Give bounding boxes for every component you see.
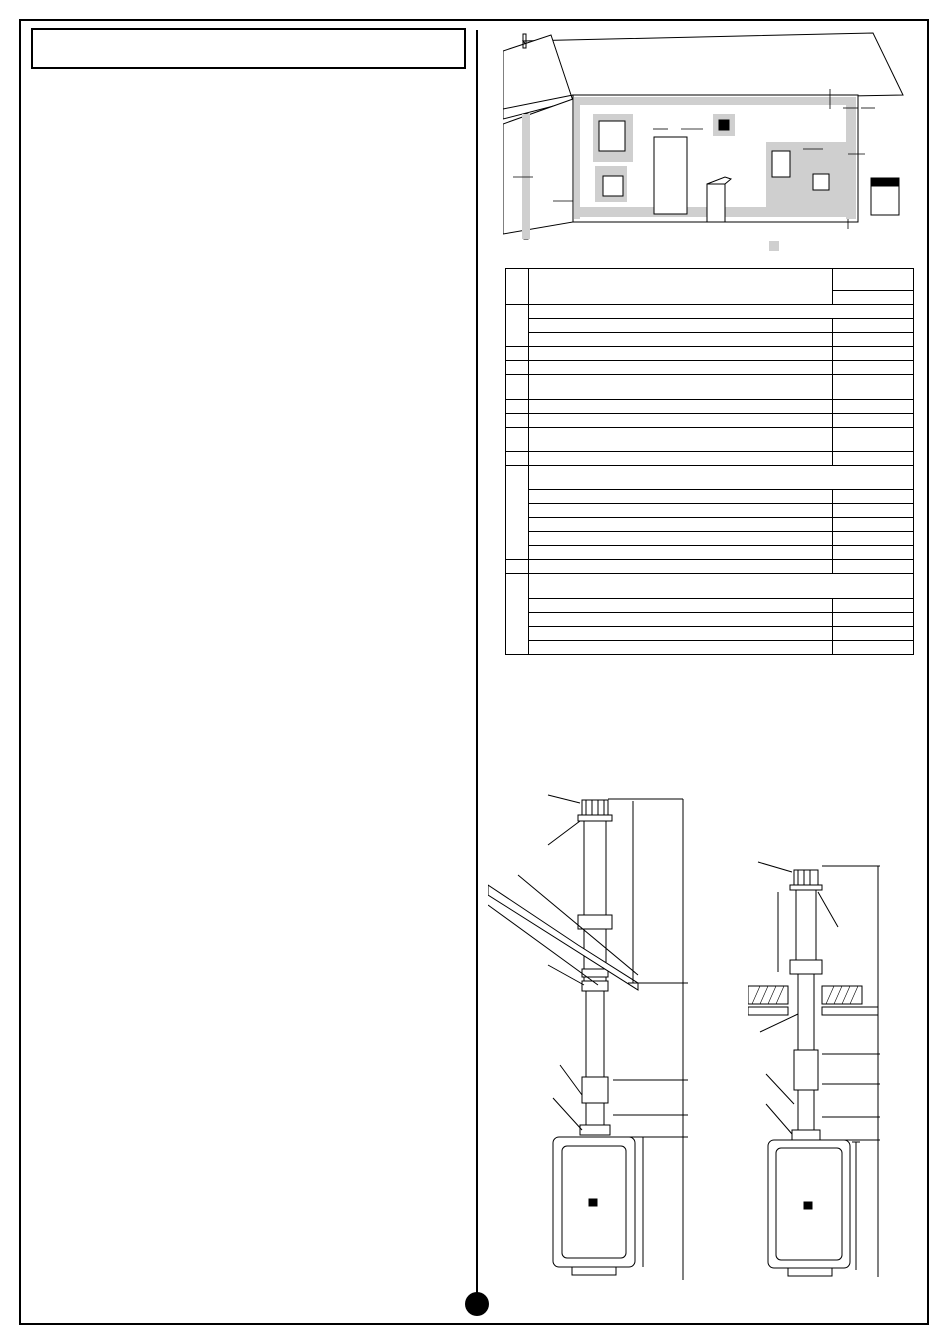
table-description-cell bbox=[529, 560, 833, 574]
table-description-cell bbox=[529, 347, 833, 361]
table-key-cell bbox=[506, 574, 529, 655]
table-row bbox=[506, 305, 914, 319]
table-description-cell bbox=[529, 465, 914, 489]
table-row bbox=[506, 598, 914, 612]
table-key-cell bbox=[506, 361, 529, 375]
table-value-cell bbox=[833, 347, 914, 361]
table-description-cell bbox=[529, 574, 914, 598]
table-key-cell bbox=[506, 465, 529, 559]
table-value-cell bbox=[833, 319, 914, 333]
table-value-cell bbox=[833, 598, 914, 612]
table-description-cell bbox=[529, 490, 833, 504]
table-row bbox=[506, 574, 914, 598]
house-clearance-diagram bbox=[503, 29, 913, 259]
table-value-cell bbox=[833, 626, 914, 640]
table-key-cell bbox=[506, 305, 529, 347]
table-row bbox=[506, 532, 914, 546]
table-value-cell bbox=[833, 333, 914, 347]
table-description-cell bbox=[529, 598, 833, 612]
table-row bbox=[506, 413, 914, 427]
table-description-cell bbox=[529, 612, 833, 626]
table-description-cell bbox=[529, 333, 833, 347]
table-row bbox=[506, 640, 914, 654]
table-row bbox=[506, 347, 914, 361]
table-row bbox=[506, 490, 914, 504]
section-title-box bbox=[31, 28, 466, 69]
table-row bbox=[506, 375, 914, 399]
table-value-cell bbox=[833, 490, 914, 504]
table-key-cell bbox=[506, 347, 529, 361]
table-description-cell bbox=[529, 399, 833, 413]
table-row bbox=[506, 504, 914, 518]
clearance-table bbox=[505, 268, 914, 655]
table-row bbox=[506, 269, 914, 291]
table-value-cell bbox=[833, 427, 914, 451]
table-row bbox=[506, 399, 914, 413]
table-value-cell bbox=[833, 560, 914, 574]
table-value-cell bbox=[833, 399, 914, 413]
table-value-cell bbox=[833, 504, 914, 518]
table-key-cell bbox=[506, 451, 529, 465]
table-description-cell bbox=[529, 375, 833, 399]
table-row bbox=[506, 518, 914, 532]
table-value-cell bbox=[833, 413, 914, 427]
table-description-cell bbox=[529, 361, 833, 375]
flat-roof-flue-diagram bbox=[748, 852, 888, 1282]
table-value-cell bbox=[833, 291, 914, 305]
pitched-roof-flue-diagram bbox=[488, 785, 698, 1290]
table-value-cell bbox=[833, 532, 914, 546]
page-marker-dot bbox=[465, 1292, 489, 1316]
table-row bbox=[506, 319, 914, 333]
table-key-cell bbox=[506, 427, 529, 451]
table-value-cell bbox=[833, 269, 914, 291]
table-row bbox=[506, 560, 914, 574]
table-key-cell bbox=[506, 560, 529, 574]
table-description-cell bbox=[529, 269, 833, 305]
table-value-cell bbox=[833, 612, 914, 626]
table-description-cell bbox=[529, 518, 833, 532]
table-description-cell bbox=[529, 504, 833, 518]
table-description-cell bbox=[529, 640, 833, 654]
table-row bbox=[506, 465, 914, 489]
table-key-cell bbox=[506, 269, 529, 305]
table-value-cell bbox=[833, 640, 914, 654]
table-row bbox=[506, 612, 914, 626]
table-description-cell bbox=[529, 413, 833, 427]
table-row bbox=[506, 427, 914, 451]
table-description-cell bbox=[529, 427, 833, 451]
table-description-cell bbox=[529, 626, 833, 640]
table-description-cell bbox=[529, 532, 833, 546]
clearance-table-wrap bbox=[505, 268, 914, 655]
table-description-cell bbox=[529, 451, 833, 465]
table-value-cell bbox=[833, 546, 914, 560]
table-key-cell bbox=[506, 413, 529, 427]
table-row bbox=[506, 361, 914, 375]
table-key-cell bbox=[506, 375, 529, 399]
table-value-cell bbox=[833, 451, 914, 465]
table-description-cell bbox=[529, 319, 833, 333]
table-description-cell bbox=[529, 546, 833, 560]
table-value-cell bbox=[833, 375, 914, 399]
table-description-cell bbox=[529, 305, 914, 319]
table-row bbox=[506, 451, 914, 465]
table-value-cell bbox=[833, 518, 914, 532]
table-row bbox=[506, 546, 914, 560]
table-row bbox=[506, 626, 914, 640]
column-divider bbox=[476, 30, 478, 1300]
table-key-cell bbox=[506, 399, 529, 413]
table-value-cell bbox=[833, 361, 914, 375]
table-row bbox=[506, 333, 914, 347]
